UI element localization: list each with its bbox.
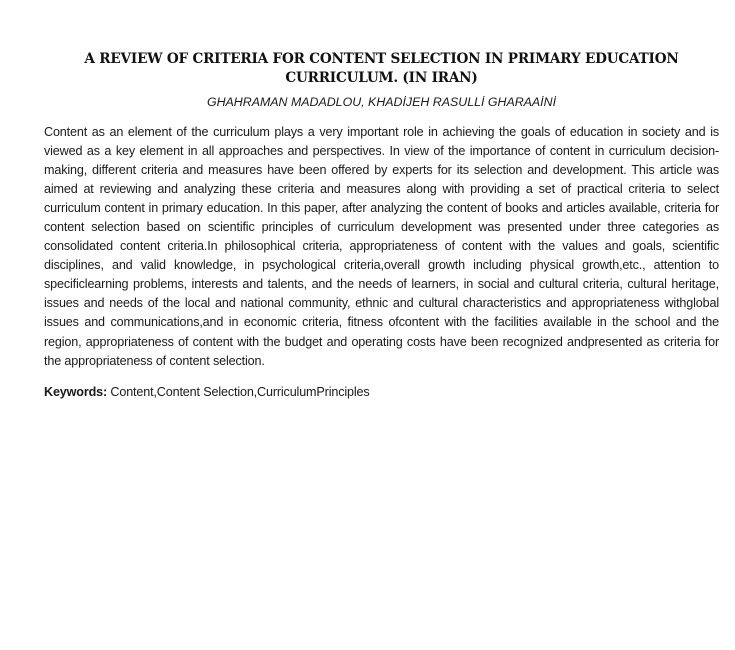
keywords-line — [44, 383, 719, 402]
paper-authors: GHAHRAMAN MADADLOU, KHADİJEH RASULLİ GHARAAİNİ — [206, 95, 557, 109]
keywords-value: Content,Content Selection,CurriculumPrinciples — [107, 385, 370, 400]
paper-page — [44, 50, 719, 402]
keywords-label: Keywords: — [44, 385, 108, 400]
abstract-text: Content as an element of the curriculum plays a very important role in achieving the goals of education in society and is viewed as a key element in all approaches and perspectives. In view of the importance of content in curriculum decision-making, different criteria and measures have been offered by experts for its selection and development. This article was aimed at reviewing and analyzing these criteria and measures along with providing a set of practical criteria to select curriculum content in primary education. In this paper, after analyzing the content of books and articles available, criteria for content selection based on scientific principles of curriculum development was presented under three categories as consolidated content criteria.In philosophical criteria, appropriateness of content with the values and goals, scientific disciplines, and valid knowledge, in psychological criteria,overall growth including physical growth,etc., attention to specificlearning problems, interests and talents, and the needs of learners, in social and cultural criteria, cultural heritage, issues and needs of the local and national community, ethnic and cultural characteristics and appropriateness withglobal issues and communications,and in economic criteria, fitness ofcontent with the facilities available in the school and the region, appropriateness of content with the budget and operating costs have been recognized andpresented as criteria for the appropriateness of content selection. — [44, 125, 719, 368]
paper-title: A REVIEW OF CRITERIA FOR CONTENT SELECTION IN PRIMARY EDUCATION CURRICULUM. (IN IRAN) — [84, 51, 679, 86]
